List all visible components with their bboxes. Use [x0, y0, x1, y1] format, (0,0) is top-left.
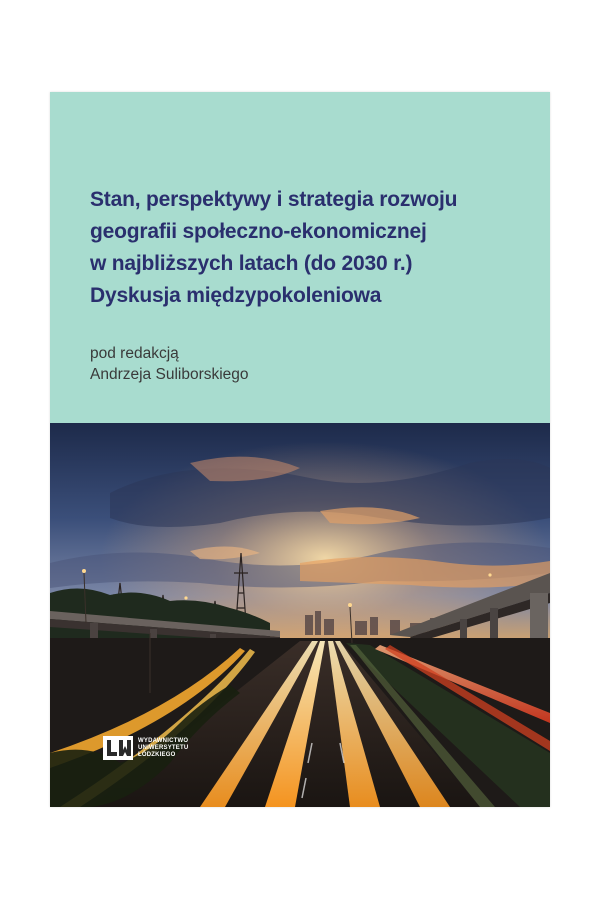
editor-block [90, 343, 249, 385]
editor-name: Andrzeja Suliborskiego [90, 366, 249, 383]
book-title [90, 184, 530, 312]
title-line: Stan, perspektywy i strategia rozwoju [90, 188, 458, 211]
publisher-name [138, 738, 188, 759]
book-cover [50, 92, 550, 807]
publisher-logo [103, 736, 188, 760]
title-line: Dyskusja międzypokoleniowa [90, 284, 382, 307]
editor-label: pod redakcją [90, 345, 179, 362]
university-logo-icon [103, 736, 133, 760]
title-line: geografii społeczno-ekonomicznej [90, 220, 427, 243]
title-panel [50, 92, 550, 423]
publisher-line: WYDAWNICTWO [138, 737, 189, 744]
publisher-line: ŁÓDZKIEGO [138, 751, 176, 758]
publisher-line: UNIWERSYTETU [138, 744, 189, 751]
title-line: w najbliższych latach (do 2030 r.) [90, 252, 413, 275]
